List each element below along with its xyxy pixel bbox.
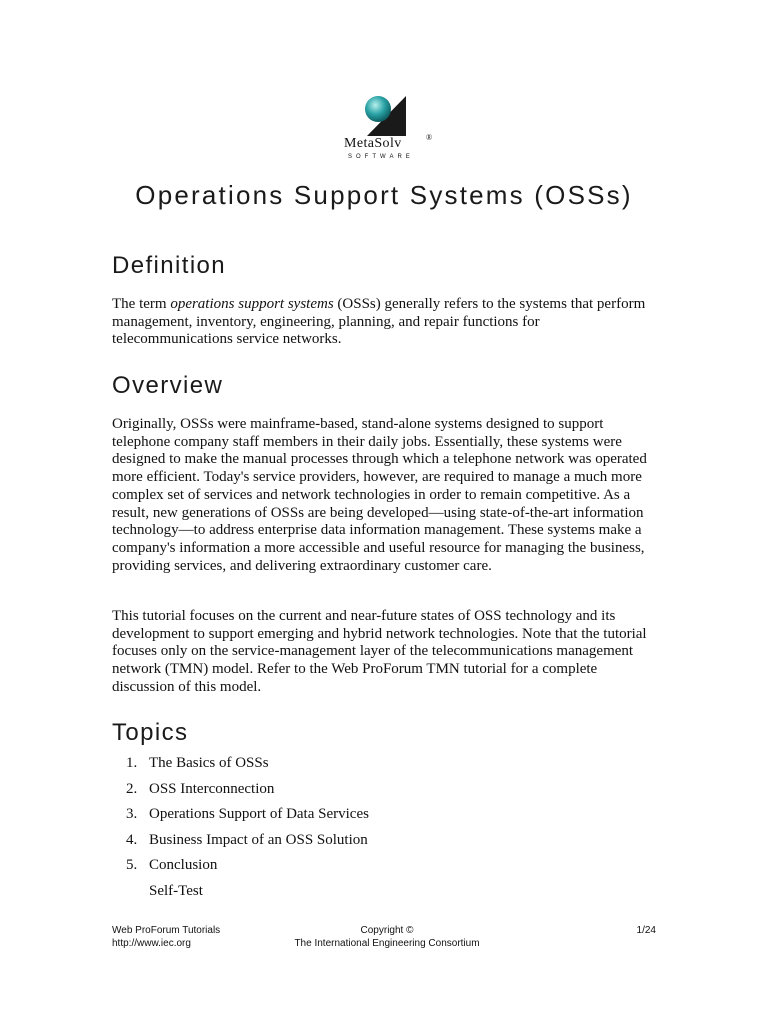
topic-label[interactable]: The Basics of OSSs bbox=[149, 755, 269, 771]
footer-center bbox=[222, 924, 552, 950]
footer-publisher: Web ProForum Tutorials bbox=[112, 925, 221, 936]
topic-label[interactable]: Business Impact of an OSS Solution bbox=[149, 831, 368, 848]
definition-paragraph bbox=[112, 296, 657, 349]
definition-heading: Definition bbox=[112, 252, 227, 279]
definition-text-start: The term bbox=[112, 296, 171, 312]
topic-number: 1. bbox=[126, 755, 138, 771]
topic-number: 5. bbox=[126, 857, 138, 873]
metasolv-logo bbox=[340, 92, 433, 170]
topic-label[interactable]: Self-Test bbox=[149, 882, 203, 899]
topic-number: 4. bbox=[126, 831, 138, 848]
topic-label[interactable]: Conclusion bbox=[149, 857, 218, 873]
footer-copyright: Copyright © bbox=[360, 925, 414, 936]
topics-heading: Topics bbox=[112, 719, 189, 746]
footer-organization: The International Engineering Consortium bbox=[294, 938, 480, 949]
overview-paragraph-1: Originally, OSSs were mainframe-based, stand-alone systems designed to support telephone company staff members in their daily jobs. Essentially, these systems were designed to make the manual processes through which a telephone network was operated more efficient. Today's service providers, however, are required to manage a much more complex set of services and network technologies in order to remain competitive. As a result, new generations of OSSs are being developed—using state-of-the-art information technology—to address enterprise data information management. These systems make a company's information a more accessible and useful resource for managing the business, providing services, and delivering extraordinary customer care. bbox=[112, 416, 647, 574]
overview-heading: Overview bbox=[112, 372, 224, 399]
definition-text-end: (OSSs) generally refers to the systems that perform management, inventory, engineering, planning, and repair functions for telecommunications service networks. bbox=[112, 296, 646, 348]
footer-url-link[interactable]: http://www.iec.org bbox=[112, 938, 191, 949]
topic-label[interactable]: OSS Interconnection bbox=[149, 780, 275, 797]
logo-wordmark: MetaSolv bbox=[344, 136, 402, 151]
topic-number: 3. bbox=[126, 806, 138, 822]
document-title: Operations Support Systems (OSSs) bbox=[135, 180, 633, 210]
overview-paragraph-2: This tutorial focuses on the current and near-future states of OSS technology and its development to support emerging and hybrid network technologies. Note that the tutorial focuses only on the service-management layer of the telecommunications management network (TMN) model. Refer to the Web ProForum TMN tutorial for a complete discussion of this model. bbox=[112, 608, 647, 695]
topic-number: 2. bbox=[126, 780, 138, 797]
registered-mark: ® bbox=[426, 133, 433, 142]
logo-subtitle: SOFTWARE bbox=[348, 154, 414, 160]
metasolv-logo-icon bbox=[340, 92, 410, 138]
footer-left bbox=[112, 924, 220, 950]
topic-label[interactable]: Operations Support of Data Services bbox=[149, 806, 369, 822]
page-number: 1/24 bbox=[636, 925, 656, 936]
definition-term: operations support systems bbox=[170, 296, 334, 312]
page-footer bbox=[112, 924, 656, 952]
